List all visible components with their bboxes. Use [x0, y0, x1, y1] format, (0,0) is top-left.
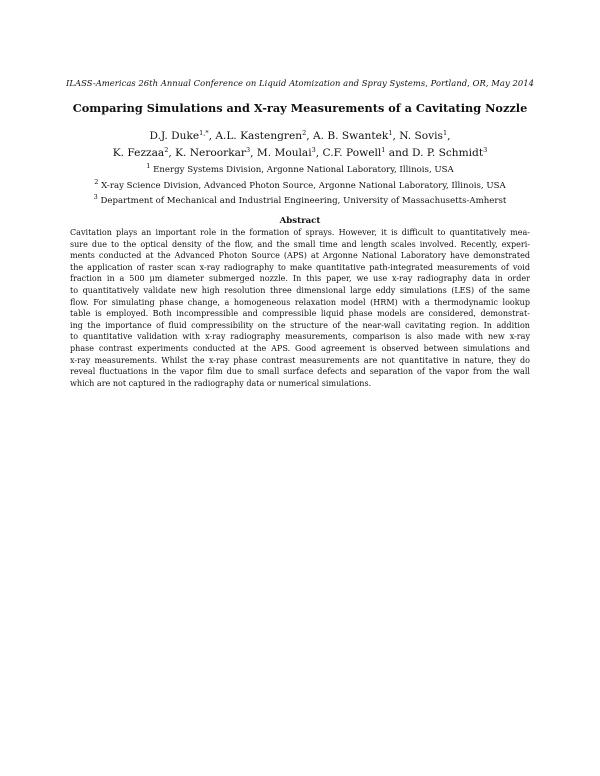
abstract-line: flow. For simulating phase change, a homogeneous relaxation model (HRM) with a thermodynamic lookup: [70, 297, 530, 307]
abstract-line: ments conducted at the Advanced Photon Source (APS) at Argonne National Laboratory have demonstrated: [70, 251, 530, 261]
abstract-line: the application of raster scan x-ray radiography to make quantitative path-integrated measurements of void: [70, 262, 530, 272]
abstract-line: which are not captured in the radiography data or numerical simulations.: [70, 378, 372, 388]
author: D.J. Duke$^{1,*}$,: [149, 129, 216, 142]
affiliation: $^2$ X-ray Science Division, Advanced Photon Source, Argonne National Laboratory, Illinois, USA: [94, 178, 506, 191]
abstract-line: phase contrast experiments conducted at the APS. Good agreement is observed between simulations and: [70, 343, 530, 353]
abstract-line: ing the importance of fluid compressibility on the structure of the near-wall cavitating region. In addition: [70, 320, 530, 330]
affiliation: $^1$ Energy Systems Division, Argonne National Laboratory, Illinois, USA: [146, 162, 454, 175]
author: A. B. Swantek$^1$,: [312, 129, 400, 142]
abstract-line: Cavitation plays an important role in the formation of sprays. However, it is difficult to quantitatively mea-: [70, 228, 530, 237]
author: N. Sovis$^1$,: [399, 129, 451, 142]
author: K. Fezzaa$^2$,: [112, 146, 176, 159]
conference-header: ILASS-Americas 26th Annual Conference on Liquid Atomization and Spray Systems, Portland, OR, May 2014: [66, 78, 534, 88]
abstract-line: sure due to the optical density of the flow, and the small time and length scales involved. Recently, experi-: [70, 239, 530, 249]
abstract-line: x-ray measurements. Whilst the x-ray phase contrast measurements are not quantitative in nature, they do: [70, 355, 530, 365]
abstract-heading: Abstract: [279, 216, 321, 226]
author: M. Moulai$^3$,: [256, 146, 323, 159]
author: D. P. Schmidt$^3$: [412, 146, 488, 159]
author: A.L. Kastengren$^2$,: [215, 129, 313, 142]
abstract-body: [70, 227, 530, 389]
paper-title: Comparing Simulations and X-ray Measurements of a Cavitating Nozzle: [72, 101, 528, 115]
author: C.F. Powell$^1$ and: [322, 146, 413, 159]
abstract-line: to quantitatively validate new high resolution three dimensional large eddy simulations (LES) of the same: [70, 285, 530, 295]
author: K. Neroorkar$^3$,: [175, 146, 257, 159]
abstract-line: to quantitative validation with x-ray radiography measurements, comparison is also made with new x-ray: [70, 332, 530, 342]
abstract-line: fraction in a 500 μm diameter submerged nozzle. In this paper, we use x-ray radiography data in order: [70, 274, 530, 284]
author-list: [60, 128, 540, 162]
affiliation: $^3$ Department of Mechanical and Industrial Engineering, University of Massachusetts-Amherst: [93, 193, 507, 206]
abstract-line: table is employed. Both incompressible and compressible liquid phase models are considered, demonstrat-: [70, 309, 530, 319]
abstract-line: reveal fluctuations in the vapor film due to small surface defects and separation of the vapor from the wall: [70, 367, 530, 377]
